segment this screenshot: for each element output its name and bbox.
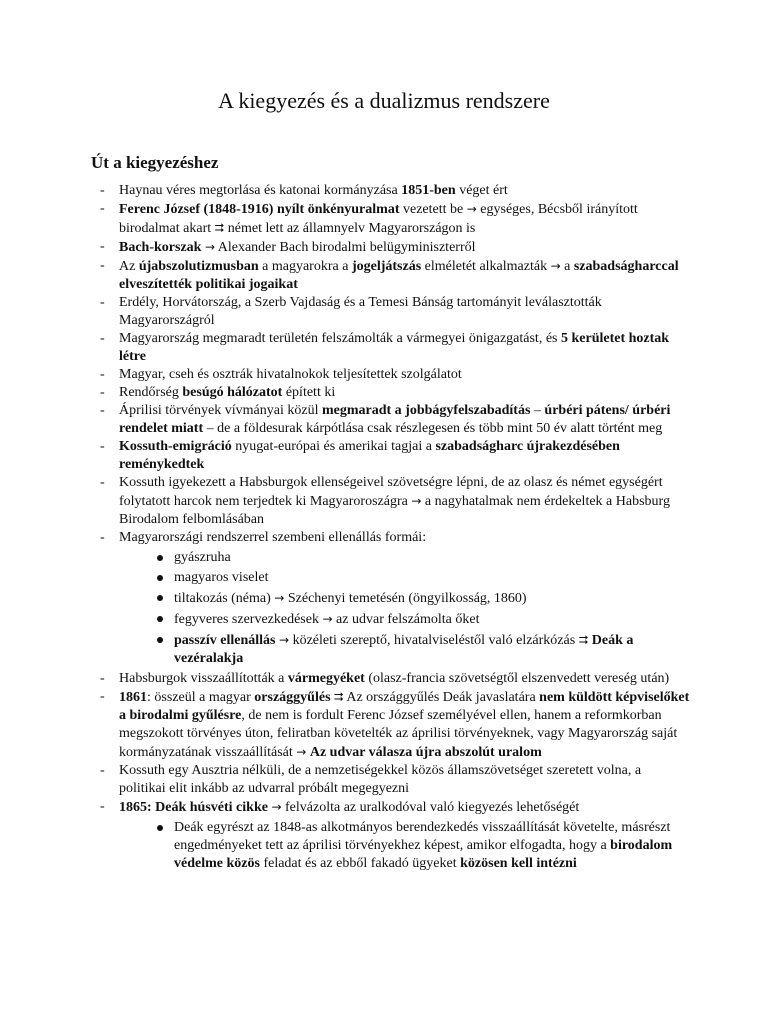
bold-text: úrbéri pátens/ úrbéri rendelet miatt	[119, 403, 671, 436]
text-run: a magyarokra a	[258, 259, 352, 274]
arrow-icon: →	[322, 612, 333, 626]
text-run: , de nem is fordult Ferenc József személyével ellen, hanem a reformkorban megszokott törvényes úton, feliratban követelték az áprilisi törvényeknek, vagy Magyarország saját kormányzatának visszaállítását	[119, 708, 678, 760]
text-run: a nagyhatalmak nem érdekeltek a Habsburg Birodalom felbomlásában	[119, 494, 670, 527]
sub-list-item	[146, 569, 691, 587]
text-run: egységes, Bécsből irányított birodalmat akart	[119, 202, 638, 236]
section-heading: Út a kiegyezéshez	[91, 153, 219, 172]
bold-text: 5 kerületet hoztak létre	[119, 331, 670, 364]
text-run: Haynau véres megtorlása és katonai kormányzása	[119, 183, 402, 198]
text-run: feladat és az ebből fakadó ügyeket	[259, 856, 461, 871]
sub-list-item	[146, 589, 691, 608]
list-item	[91, 200, 691, 238]
list-item	[91, 474, 691, 529]
text-run: tiltakozás (néma)	[174, 591, 275, 606]
bold-text: megmaradt a jobbágyfelszabadítás	[321, 403, 531, 418]
text-run: felvázolta az uralkodóval való kiegyezés lehetőségét	[281, 800, 580, 815]
bullet-list	[91, 182, 691, 875]
bold-text: Az udvar válasza újra abszolút uralom	[309, 745, 542, 760]
text-run: az udvar felszámolta őket	[332, 612, 480, 627]
text-run: –	[530, 403, 545, 418]
sub-list-item	[146, 610, 691, 629]
text-run: – de a földesurak kárpótlása csak részlegesen és több mint 50 év alatt történt meg	[203, 421, 663, 436]
arrow-icon: ⮆	[214, 221, 225, 235]
text-run: Erdély, Horvátország, a Szerb Vajdaság és a Temesi Bánság tartományit leválasztották Magyarországról	[119, 295, 602, 328]
text-run: Rendőrség	[119, 385, 183, 400]
bold-text: szabadságharc újrakezdésében reménykedtek	[119, 439, 620, 472]
text-run: (olasz-francia szövetségtől elszenvedett vereség után)	[364, 671, 670, 686]
sub-list-item	[146, 819, 691, 873]
text-run: közéleti szereptő, hivatalviseléstől való elzárkózás	[289, 633, 579, 648]
list-item	[91, 384, 691, 402]
list-item	[91, 762, 691, 798]
text-run: Kossuth igyekezett a Habsburgok ellenségeivel szövetségre lépni, de az olasz és német egységért folytatott harcok nem terjedtek ki Magyaroroszágra	[119, 475, 663, 509]
bold-text: közösen kell intézni	[460, 856, 577, 871]
text-run: elméletét alkalmazták	[421, 259, 551, 274]
sub-list	[146, 549, 691, 668]
page-title: A kiegyezés és a dualizmus rendszere	[218, 88, 550, 113]
arrow-icon: →	[274, 591, 285, 605]
arrow-icon: →	[466, 202, 477, 216]
arrow-icon: →	[271, 800, 282, 814]
text-run: magyaros viselet	[174, 570, 269, 585]
bold-text: újabszolutizmusban	[138, 259, 259, 274]
text-run: Magyar, cseh és osztrák hivatalnokok teljesítettek szolgálatot	[119, 367, 462, 382]
bold-text: Deák a vezéralakja	[174, 633, 634, 666]
bold-text: passzív ellenállás	[174, 633, 276, 648]
bold-text: vármegyéket	[287, 671, 365, 686]
bold-text: 1861	[119, 690, 147, 705]
list-item	[91, 529, 691, 668]
bold-text: besúgó hálózatot	[182, 385, 283, 400]
text-run: Kossuth egy Ausztria nélküli, de a nemzetiségekkel közös államszövetséget szeretett volna, a politikai elit inkább az udvarral próbált megegyezni	[119, 763, 642, 796]
text-run: Deák egyrészt az 1848-as alkotmányos berendezkedés visszaállítását követelte, másrészt engedményeket tett az áprilisi törvényekhez képest, amikor elfogadta, hogy a	[174, 820, 671, 853]
arrow-icon: →	[204, 240, 216, 254]
bold-text: Ferenc József (1848-1916) nyílt önkényuralmat	[119, 202, 400, 217]
sub-list	[146, 819, 691, 873]
list-item	[91, 257, 691, 294]
list-item	[91, 688, 691, 762]
list-item	[91, 294, 691, 330]
text-run: Az	[119, 259, 139, 274]
list-item	[91, 238, 691, 257]
text-run: Az országgyűlés Deák javaslatára	[343, 690, 540, 705]
bold-text: országgyűlés	[254, 690, 331, 705]
bold-text: jogeljátszás	[351, 259, 422, 274]
arrow-icon: ⮆	[334, 690, 344, 704]
sub-list-item	[146, 631, 691, 668]
text-run: vezetett be	[399, 202, 467, 217]
sub-list-item	[146, 549, 691, 567]
list-item	[91, 798, 691, 873]
arrow-icon: ⮆	[578, 633, 589, 647]
list-item	[91, 438, 691, 474]
bold-text: szabadságharccal elveszítették politikai jogaikat	[119, 259, 679, 292]
arrow-icon: →	[296, 745, 307, 759]
arrow-icon: →	[411, 494, 422, 508]
arrow-icon: →	[279, 633, 290, 647]
text-run: Magyarország megmaradt területén felszámolták a vármegyei önigazgatást, és	[119, 331, 561, 346]
list-item	[91, 330, 691, 366]
text-run: Alexander Bach birodalmi belügyminiszterről	[215, 240, 476, 255]
text-run: Széchenyi temetésén (öngyilkosság, 1860)	[284, 591, 527, 606]
list-item	[91, 182, 691, 200]
list-item	[91, 670, 691, 688]
bold-text: 1851-ben	[401, 183, 456, 198]
bold-text: nem küldött képviselőket a birodalmi gyűlésre	[119, 690, 690, 723]
text-run: Habsburgok visszaállították a	[119, 671, 288, 686]
text-run: : összeül a magyar	[147, 690, 255, 705]
text-run: fegyveres szervezkedések	[174, 612, 323, 627]
bold-text: Bach-korszak	[119, 240, 202, 255]
text-run: véget ért	[455, 183, 508, 198]
text-run: gyászruha	[174, 550, 231, 565]
list-item	[91, 402, 691, 438]
bold-text: 1865: Deák húsvéti cikke	[119, 800, 268, 815]
text-run: a	[560, 259, 574, 274]
bold-text: birodalom védelme közös	[174, 838, 673, 871]
arrow-icon: →	[550, 259, 561, 273]
text-run: nyugat-európai és amerikai tagjai a	[231, 439, 436, 454]
text-run: német lett az államnyelv Magyarországon is	[224, 221, 476, 236]
list-item	[91, 366, 691, 384]
text-run: Magyarországi rendszerrel szembeni ellenállás formái:	[119, 530, 427, 545]
text-run: épített ki	[282, 385, 336, 400]
bold-text: Kossuth-emigráció	[119, 439, 232, 454]
text-run: Áprilisi törvények vívmányai közül	[119, 403, 322, 418]
